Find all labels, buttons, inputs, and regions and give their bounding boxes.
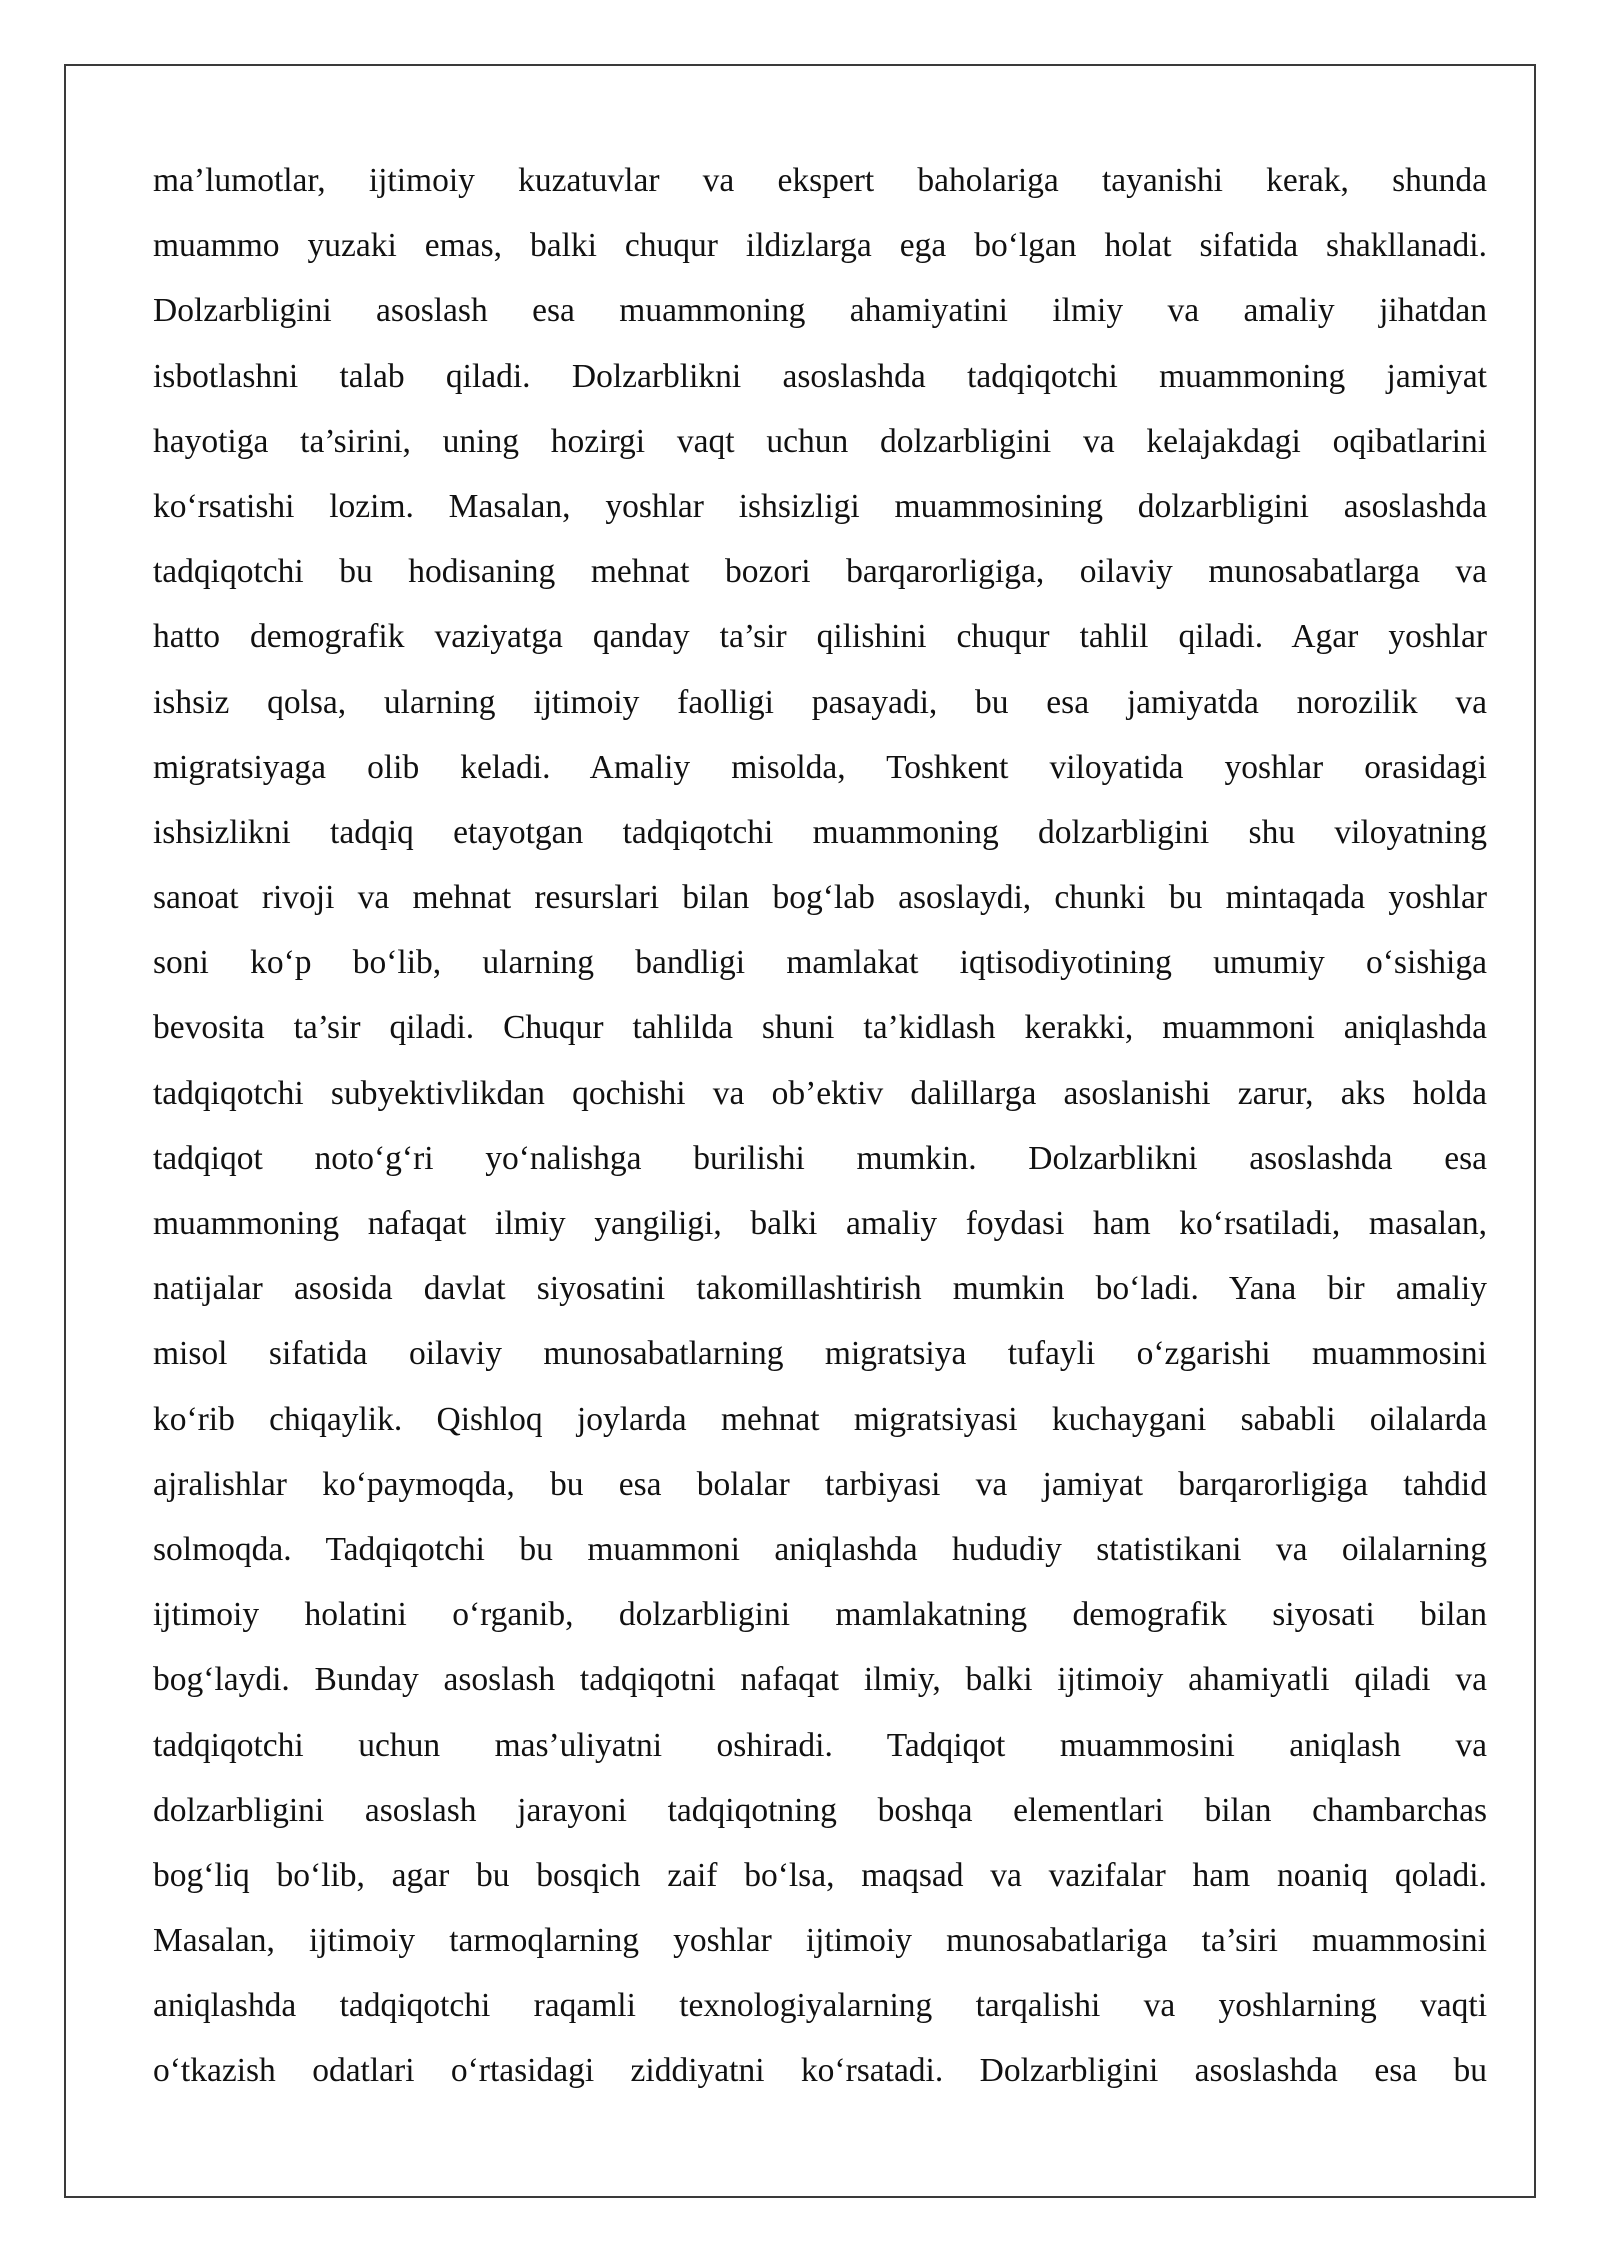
text-line: hayotiga ta’sirini, uning hozirgi vaqt uchun dolzarbligini va kelajakdagi oqibatlarini <box>153 422 1487 460</box>
text-line: tadqiqotchi subyektivlikdan qochishi va ob’ektiv dalillarga asoslanishi zarur, aks holda <box>153 1074 1487 1112</box>
text-line: tadqiqotchi bu hodisaning mehnat bozori barqarorligiga, oilaviy munosabatlarga va <box>153 553 1487 591</box>
text-line: ishsizlikni tadqiq etayotgan tadqiqotchi muammoning dolzarbligini shu viloyatning <box>153 813 1487 851</box>
text-line: natijalar asosida davlat siyosatini takomillashtirish mumkin bo‘ladi. Yana bir amaliy <box>153 1270 1487 1308</box>
text-line: soni ko‘p bo‘lib, ularning bandligi mamlakat iqtisodiyotining umumiy o‘sishiga <box>153 944 1487 982</box>
text-line: bog‘liq bo‘lib, agar bu bosqich zaif bo‘lsa, maqsad va vazifalar ham noaniq qoladi. <box>153 1856 1487 1894</box>
text-line: sanoat rivoji va mehnat resurslari bilan bog‘lab asoslaydi, chunki bu mintaqada yoshlar <box>153 879 1487 917</box>
text-line: Masalan, ijtimoiy tarmoqlarning yoshlar ijtimoiy munosabatlariga ta’siri muammosini <box>153 1922 1487 1960</box>
text-line: misol sifatida oilaviy munosabatlarning migratsiya tufayli o‘zgarishi muammosini <box>153 1335 1487 1373</box>
text-line: solmoqda. Tadqiqotchi bu muammoni aniqlashda hududiy statistikani va oilalarning <box>153 1530 1487 1568</box>
text-line: ko‘rsatishi lozim. Masalan, yoshlar ishsizligi muammosining dolzarbligini asoslashda <box>153 487 1487 525</box>
text-line: bog‘laydi. Bunday asoslash tadqiqotni nafaqat ilmiy, balki ijtimoiy ahamiyatli qiladi va <box>153 1661 1487 1699</box>
text-line: ishsiz qolsa, ularning ijtimoiy faolligi pasayadi, bu esa jamiyatda norozilik va <box>153 683 1487 721</box>
text-line: bevosita ta’sir qiladi. Chuqur tahlilda shuni ta’kidlash kerakki, muammoni aniqlashda <box>153 1009 1487 1047</box>
text-line: tadqiqotchi uchun mas’uliyatni oshiradi. Tadqiqot muammosini aniqlash va <box>153 1726 1487 1764</box>
text-line: o‘tkazish odatlari o‘rtasidagi ziddiyatni ko‘rsatadi. Dolzarbligini asoslashda esa bu <box>153 2052 1487 2090</box>
body-paragraph <box>153 148 1487 2104</box>
text-line: isbotlashni talab qiladi. Dolzarblikni asoslashda tadqiqotchi muammoning jamiyat <box>153 357 1487 395</box>
text-line: Dolzarbligini asoslash esa muammoning ahamiyatini ilmiy va amaliy jihatdan <box>153 292 1487 330</box>
text-line: muammoning nafaqat ilmiy yangiligi, balki amaliy foydasi ham ko‘rsatiladi, masalan, <box>153 1205 1487 1242</box>
text-line: tadqiqot noto‘g‘ri yo‘nalishga burilishi mumkin. Dolzarblikni asoslashda esa <box>153 1139 1487 1177</box>
text-line: ma’lumotlar, ijtimoiy kuzatuvlar va ekspert baholariga tayanishi kerak, shunda <box>153 162 1487 199</box>
text-line: migratsiyaga olib keladi. Amaliy misolda, Toshkent viloyatida yoshlar orasidagi <box>153 748 1487 786</box>
text-line: muammo yuzaki emas, balki chuqur ildizlarga ega bo‘lgan holat sifatida shakllanadi. <box>153 227 1487 265</box>
text-line: hatto demografik vaziyatga qanday ta’sir qilishini chuqur tahlil qiladi. Agar yoshlar <box>153 618 1487 656</box>
text-line: ijtimoiy holatini o‘rganib, dolzarbligini mamlakatning demografik siyosati bilan <box>153 1596 1487 1634</box>
text-line: ko‘rib chiqaylik. Qishloq joylarda mehnat migratsiyasi kuchaygani sababli oilalarda <box>153 1400 1487 1438</box>
text-line: dolzarbligini asoslash jarayoni tadqiqotning boshqa elementlari bilan chambarchas <box>153 1791 1487 1829</box>
text-line: ajralishlar ko‘paymoqda, bu esa bolalar tarbiyasi va jamiyat barqarorligiga tahdid <box>153 1465 1487 1503</box>
text-line: aniqlashda tadqiqotchi raqamli texnologiyalarning tarqalishi va yoshlarning vaqti <box>153 1987 1487 2025</box>
